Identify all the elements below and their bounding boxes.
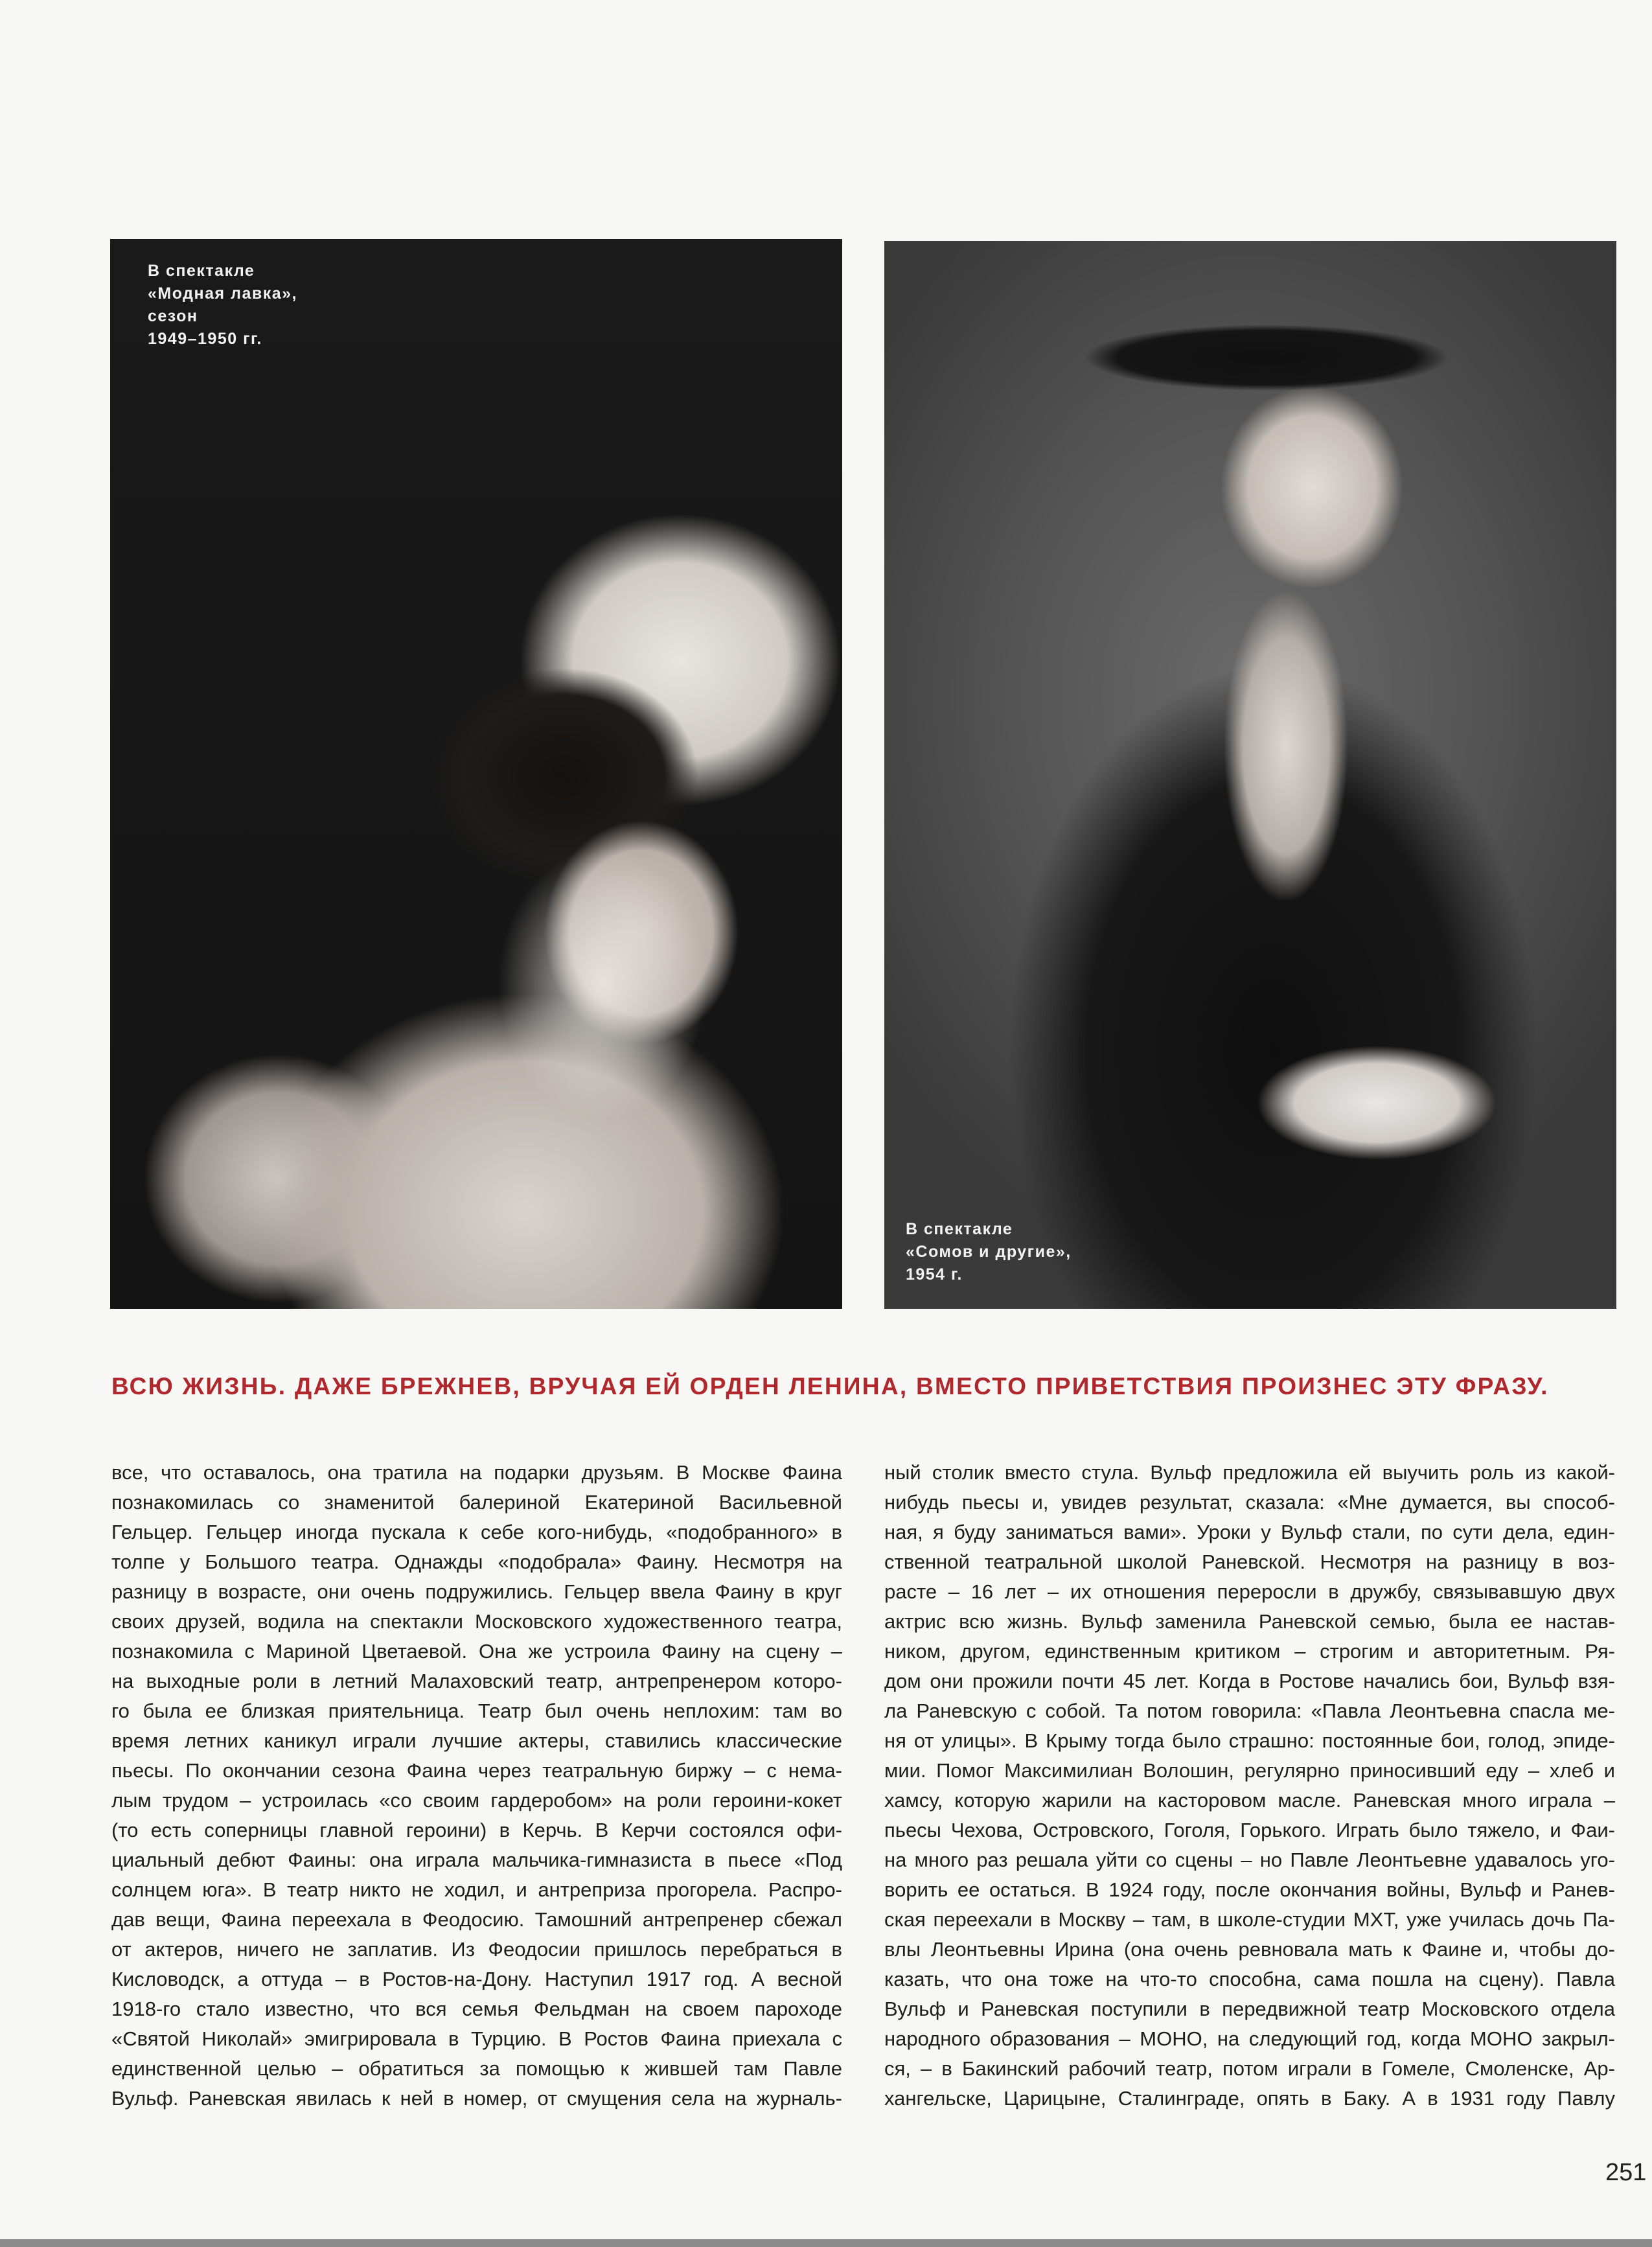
text-line: народного образования – МОНО, на следующий год, когда МОНО закрыл-: [884, 2027, 1615, 2050]
text-line: ный столик вместо стула. Вульф предложила ей выучить роль из какой-: [884, 1461, 1615, 1484]
text-line: ственной театральной школой Раневской. Несмотря на разницу в воз-: [884, 1550, 1615, 1573]
photo-modnaya-lavka: [110, 239, 842, 1309]
text-line: на выходные роли в летний Малаховский театр, антрепренером которо-: [111, 1670, 842, 1692]
text-line: ся, – в Бакинский рабочий театр, потом играли в Гомеле, Смоленске, Ар-: [884, 2057, 1615, 2080]
text-line: ня от улицы». В Крыму тогда было страшно: постоянные бои, голод, эпиде-: [884, 1729, 1615, 1752]
text-line: дом они прожили почти 45 лет. Когда в Ростове начались бои, Вульф взя-: [884, 1670, 1615, 1692]
body-column-right: [884, 1458, 1615, 2114]
text-line: влы Леонтьевны Ирина (она очень ревновала мать к Фаине и, чтобы до-: [884, 1938, 1615, 1961]
text-line: пьесы. По окончании сезона Фаина через театральную биржу – с нема-: [111, 1759, 842, 1782]
caption-line: 1954 г.: [906, 1265, 963, 1284]
photo-caption: [906, 1218, 1072, 1286]
text-line: время летних каникул играли лучшие актеры, ставились классические: [111, 1729, 842, 1752]
text-line: познакомила с Мариной Цветаевой. Она же устроила Фаину на сцену –: [111, 1640, 842, 1663]
caption-line: 1949–1950 гг.: [148, 330, 262, 348]
caption-line: «Сомов и другие»,: [906, 1243, 1072, 1261]
text-line: ла Раневскую с собой. Та потом говорила: «Павла Леонтьевна спасла ме-: [884, 1700, 1615, 1722]
text-line: ская переехали в Москву – там, в школе-студии МХТ, уже училась дочь Па-: [884, 1908, 1615, 1931]
text-line: пьесы Чехова, Островского, Гоголя, Горького. Играть было тяжело, и Фаи-: [884, 1819, 1615, 1841]
text-line: лым трудом – устроилась «со своим гардеробом» на роли героини-кокет: [111, 1789, 842, 1812]
text-line: актрис всю жизнь. Вульф заменила Раневской семью, была ее настав-: [884, 1610, 1615, 1633]
text-line: на много раз решала уйти со сцены – но Павле Леонтьевне удавалось уго-: [884, 1849, 1615, 1871]
text-line: дав вещи, Фаина переехала в Феодосию. Тамошний антрепренер сбежал: [111, 1908, 842, 1931]
scan-edge: [0, 2239, 1652, 2247]
text-line: (то есть соперницы главной героини) в Керчь. В Керчи состоялся офи-: [111, 1819, 842, 1841]
text-line: своих друзей, водила на спектакли Московского художественного театра,: [111, 1610, 842, 1633]
text-line: казать, что она тоже на что-то способна, сама пошла на сцену). Павла: [884, 1968, 1615, 1990]
caption-line: «Модная лавка»,: [148, 284, 297, 303]
photo-caption: [148, 260, 297, 351]
text-line: солнцем юга». В театр никто не ходил, и антреприза прогорела. Распро-: [111, 1878, 842, 1901]
text-line: 1918-го стало известно, что вся семья Фельдман на своем пароходе: [111, 1998, 842, 2020]
text-line: Гельцер. Гельцер иногда пускала к себе кого-нибудь, «подобранного» в: [111, 1521, 842, 1543]
text-line: Вульф и Раневская поступили в передвижной театр Московского отдела: [884, 1998, 1615, 2020]
text-line: толпе у Большого театра. Однажды «подобрала» Фаину. Несмотря на: [111, 1550, 842, 1573]
text-line: расте – 16 лет – их отношения переросли в дружбу, связывавшую двух: [884, 1580, 1615, 1603]
photo-somov-i-drugie: [884, 241, 1616, 1309]
text-line: ная, я буду заниматься вами». Уроки у Вульф стали, по сути дела, един-: [884, 1521, 1615, 1543]
text-line: единственной целью – обратиться за помощью к жившей там Павле: [111, 2057, 842, 2080]
text-line: познакомилась со знаменитой балериной Екатериной Васильевной: [111, 1491, 842, 1514]
text-line: ником, другом, единственным критиком – строгим и авторитетным. Ря-: [884, 1640, 1615, 1663]
text-line: мии. Помог Максимилиан Волошин, регулярно приносивший еду – хлеб и: [884, 1759, 1615, 1782]
text-line: от актеров, ничего не заплатив. Из Феодосии пришлось перебраться в: [111, 1938, 842, 1961]
text-line: хамсу, которую жарили на касторовом масле. Раневская много играла –: [884, 1789, 1615, 1812]
page-number: 251: [1605, 2159, 1647, 2186]
text-line: ворить ее остаться. В 1924 году, после окончания войны, Вульф и Ранев-: [884, 1878, 1615, 1901]
text-line: нибудь пьесы и, увидев результат, сказала: «Мне думается, вы способ-: [884, 1491, 1615, 1514]
text-line: го была ее близкая приятельница. Театр был очень неплохим: там во: [111, 1700, 842, 1722]
text-line: «Святой Николай» эмигрировала в Турцию. В Ростов Фаина приехала с: [111, 2027, 842, 2050]
caption-line: В спектакле: [906, 1220, 1013, 1238]
text-line: Кисловодск, а оттуда – в Ростов-на-Дону. Наступил 1917 год. А весной: [111, 1968, 842, 1990]
caption-line: сезон: [148, 307, 198, 325]
text-line: Вульф. Раневская явилась к ней в номер, от смущения села на журналь-: [111, 2087, 842, 2110]
text-line: разницу в возрасте, они очень подружились. Гельцер ввела Фаину в круг: [111, 1580, 842, 1603]
caption-line: В спектакле: [148, 262, 255, 280]
text-line: хангельске, Царицыне, Сталинграде, опять в Баку. А в 1931 году Павлу: [884, 2087, 1615, 2110]
pull-quote: ВСЮ ЖИЗНЬ. ДАЖЕ БРЕЖНЕВ, ВРУЧАЯ ЕЙ ОРДЕН ЛЕНИНА, ВМЕСТО ПРИВЕТСТВИЯ ПРОИЗНЕС ЭТУ ФРАЗУ.: [111, 1373, 1549, 1400]
body-column-left: [111, 1458, 842, 2114]
text-line: циальный дебют Фаины: она играла мальчика-гимназиста в пьесе «Под: [111, 1849, 842, 1871]
text-line: все, что оставалось, она тратила на подарки друзьям. В Москве Фаина: [111, 1461, 842, 1484]
